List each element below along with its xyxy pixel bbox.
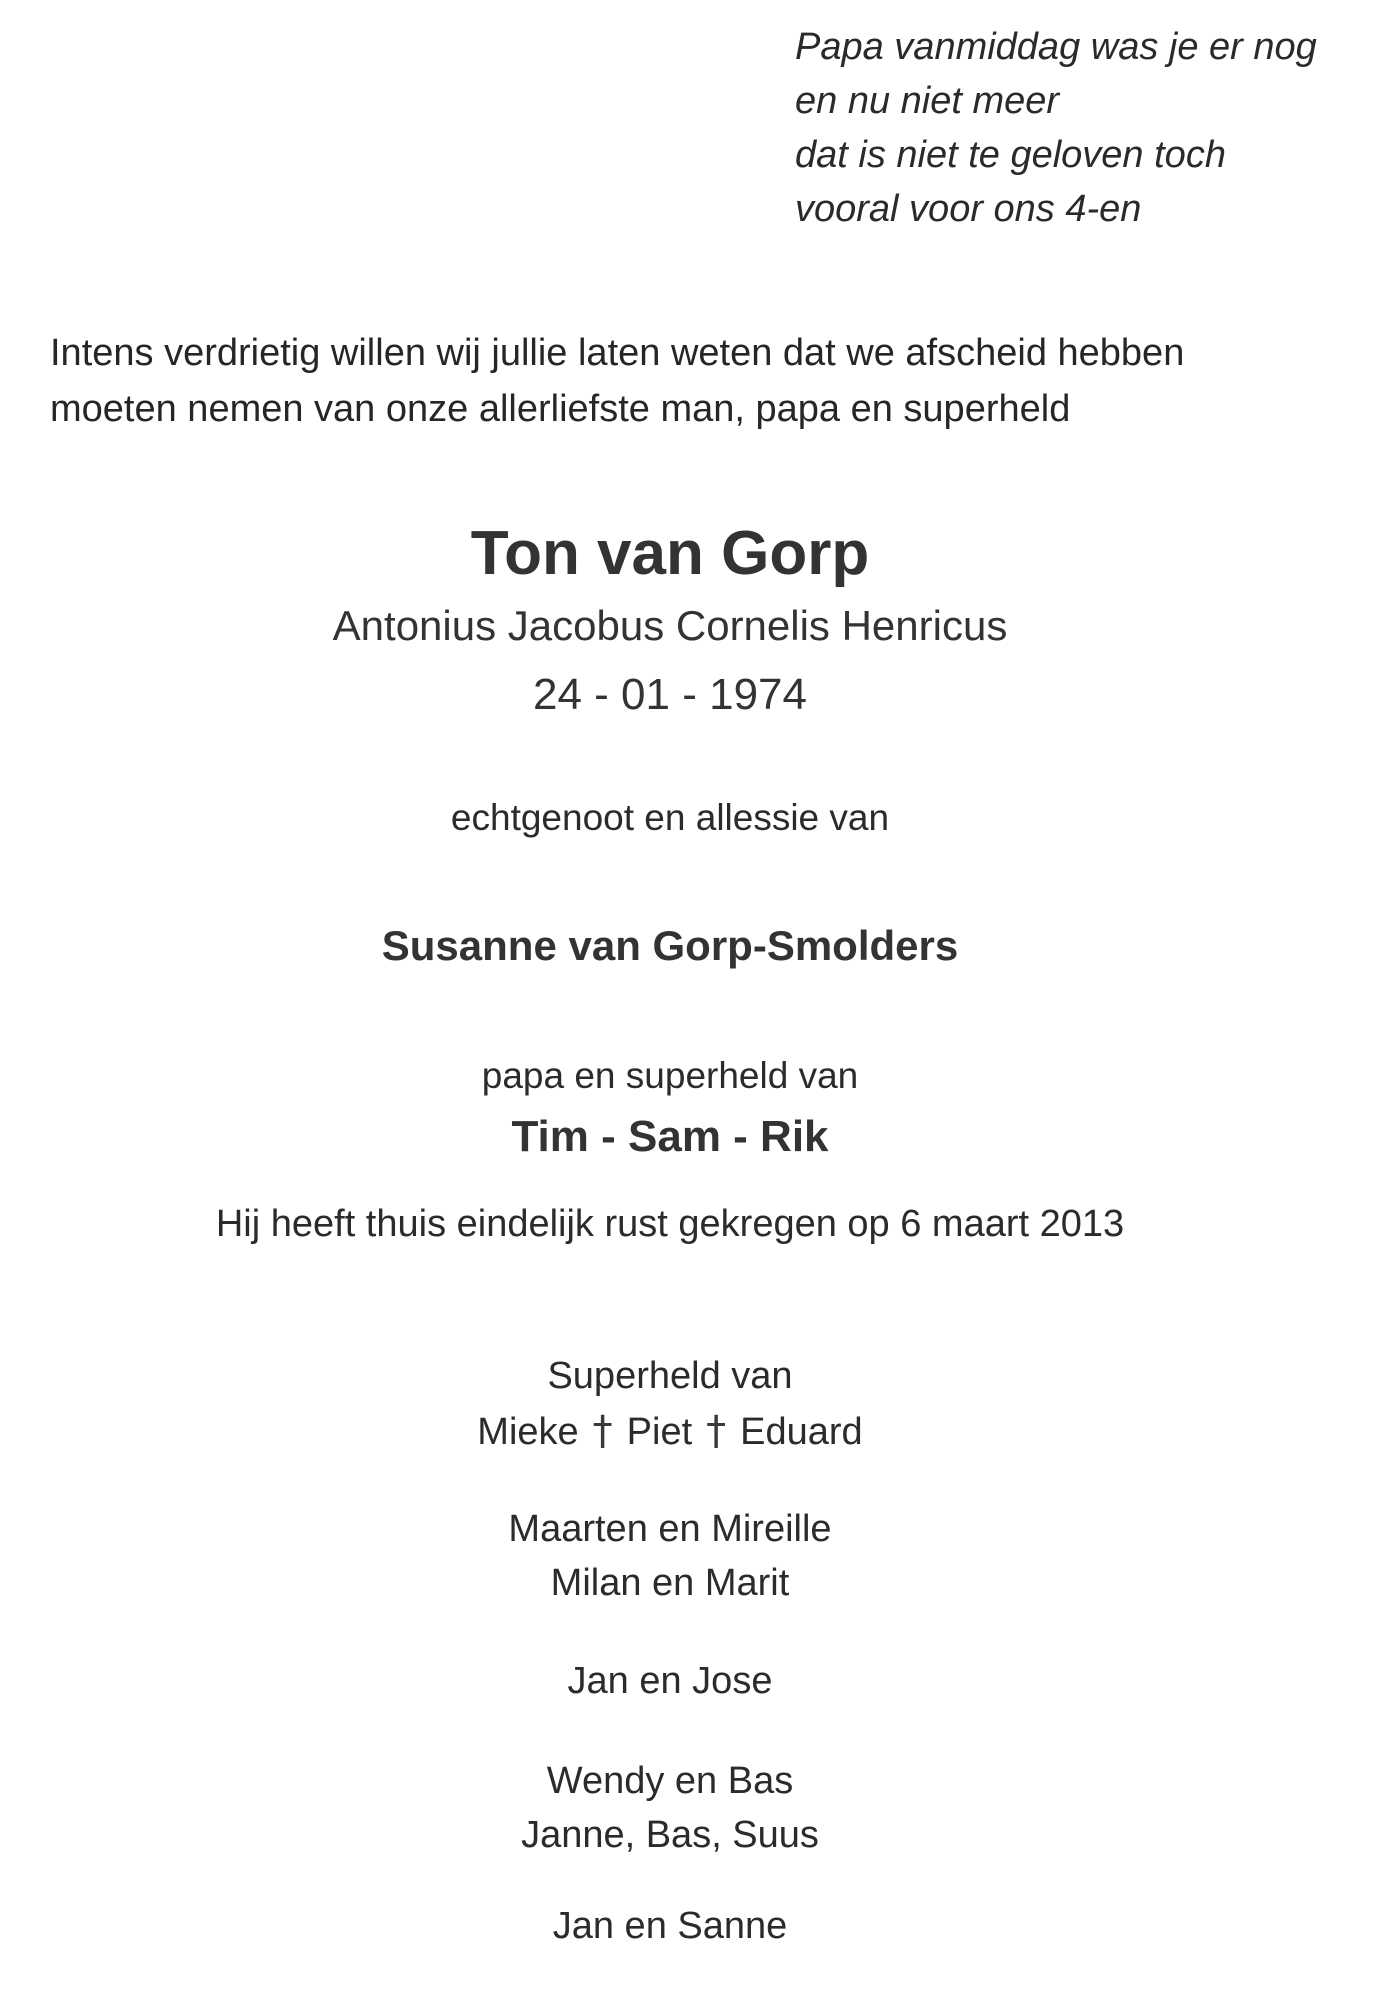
family-line: Milan en Marit bbox=[550, 1562, 790, 1604]
superhero-name: Eduard bbox=[740, 1411, 863, 1453]
deceased-name: Ton van Gorp bbox=[470, 519, 870, 588]
spouse-name: Susanne van Gorp-Smolders bbox=[381, 922, 959, 969]
children-names: Tim - Sam - Rik bbox=[511, 1112, 829, 1161]
poem-line: dat is niet te geloven toch bbox=[795, 134, 1226, 176]
superhero-names bbox=[0, 1408, 1340, 1454]
cross-icon: † bbox=[706, 1408, 727, 1454]
children-intro: papa en superheld van bbox=[481, 1055, 859, 1096]
poem-line: Papa vanmiddag was je er nog bbox=[795, 26, 1317, 68]
superhero-name: Mieke bbox=[477, 1411, 579, 1453]
death-announcement: Hij heeft thuis eindelijk rust gekregen op 6 maart 2013 bbox=[215, 1203, 1125, 1245]
cross-icon: † bbox=[592, 1408, 613, 1454]
spouse-intro: echtgenoot en allessie van bbox=[450, 797, 890, 838]
superhero-label: Superheld van bbox=[547, 1355, 793, 1397]
poem-line: vooral voor ons 4-en bbox=[795, 188, 1142, 230]
family-line: Janne, Bas, Suus bbox=[521, 1814, 819, 1856]
intro-line: Intens verdrietig willen wij jullie laten weten dat we afscheid hebben bbox=[50, 332, 1185, 374]
family-line: Jan en Jose bbox=[567, 1660, 773, 1702]
family-line: Wendy en Bas bbox=[546, 1760, 794, 1802]
poem bbox=[795, 20, 1385, 236]
deceased-full-name: Antonius Jacobus Cornelis Henricus bbox=[332, 602, 1008, 649]
intro-line: moeten nemen van onze allerliefste man, papa en superheld bbox=[50, 388, 1071, 430]
birth-date: 24 - 01 - 1974 bbox=[533, 670, 807, 719]
family-line: Maarten en Mireille bbox=[508, 1508, 832, 1550]
family-line: Jan en Sanne bbox=[552, 1905, 788, 1947]
poem-line: en nu niet meer bbox=[795, 80, 1060, 122]
intro-paragraph bbox=[50, 325, 1380, 437]
superhero-name: Piet bbox=[626, 1411, 693, 1453]
